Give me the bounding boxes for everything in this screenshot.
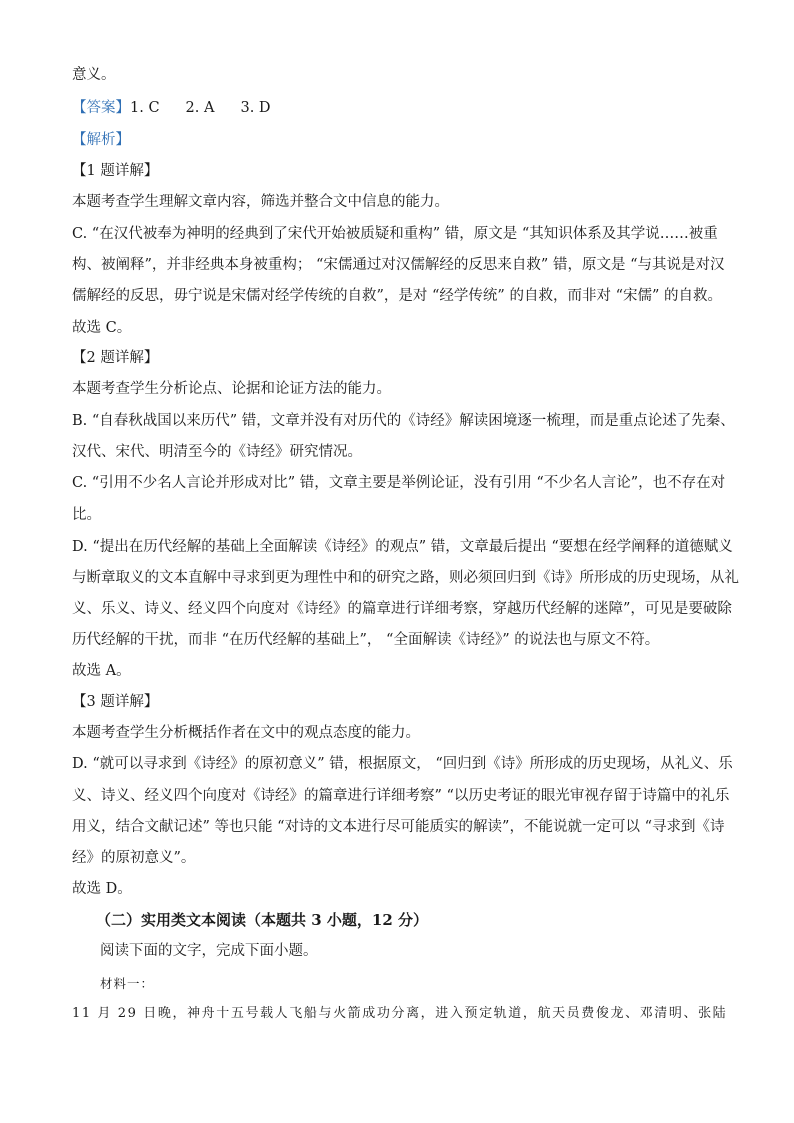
text-line: 经》的原初意义”。 xyxy=(72,850,196,866)
text-line: 本题考查学生理解文章内容，筛选并整合文中信息的能力。 xyxy=(72,194,449,210)
text-line: D. “就可以寻求到《诗经》的原初意义” 错，根据原文， “回归到《诗》所形成的历史现场，从礼义、乐 xyxy=(72,756,733,772)
text-line: 本题考查学生分析论点、论据和论证方法的能力。 xyxy=(72,381,391,397)
text-line: 本题考查学生分析概括作者在文中的观点态度的能力。 xyxy=(72,725,420,741)
text-line: 义、乐义、诗义、经义四个向度对《诗经》的篇章进行详细考察，穿越历代经解的迷障”，可见是要破除 xyxy=(72,601,732,617)
text-line: 比。 xyxy=(72,507,101,523)
instruction-line: 阅读下面的文字，完成下面小题。 xyxy=(100,943,318,959)
answer-item: 3. D xyxy=(240,100,271,116)
answer-label: 【答案】 xyxy=(72,100,130,116)
text-line: D. “提出在历代经解的基础上全面解读《诗经》的观点” 错，文章最后提出 “要想在经学阐释的道德赋义 xyxy=(72,539,733,555)
part-heading: （二）实用类文本阅读（本题共 3 小题，12 分） xyxy=(96,911,428,929)
text-line: 历代经解的干扰，而非 “在历代经解的基础上”， “全面解读《诗经》” 的说法也与原文不符。 xyxy=(72,632,660,648)
answer-item: 1. C xyxy=(130,100,160,116)
text-line: 用义，结合文献记述” 等也只能 “对诗的文本进行尽可能质实的解读”，不能说就一定可以 “寻求到《诗 xyxy=(72,819,725,835)
answer-item: 2. A xyxy=(185,100,215,116)
material-label: 材料一： xyxy=(100,976,155,991)
text-line: 故选 D。 xyxy=(72,881,132,897)
text-line: 汉代、宋代、明清至今的《诗经》研究情况。 xyxy=(72,444,362,460)
text-line: 儒解经的反思，毋宁说是宋儒对经学传统的自救”，是对 “经学传统” 的自救，而非对 “宋儒” 的自救。 xyxy=(72,288,722,304)
text-line: C. “在汉代被奉为神明的经典到了宋代开始被质疑和重构” 错，原文是 “其知识体系及其学说……被重 xyxy=(72,226,718,242)
material-text-line: 11 月 29 日晚，神舟十五号载人飞船与火箭成功分离，进入预定轨道，航天员费俊龙、邓清明、张陆 xyxy=(72,1006,728,1021)
text-line: 构、被阐释”，并非经典本身被重构； “宋儒通过对汉儒解经的反思来自救” 错，原文是 “与其说是对汉 xyxy=(72,257,725,273)
section-heading: 【3 题详解】 xyxy=(72,694,159,710)
text-line: B. “自春秋战国以来历代” 错，文章并没有对历代的《诗经》解读困境逐一梳理，而是重点论述了先秦、 xyxy=(72,413,735,429)
text-line: 意义。 xyxy=(72,67,116,83)
section-heading: 【1 题详解】 xyxy=(72,163,159,179)
text-line: 故选 C。 xyxy=(72,320,132,336)
text-line: 义、诗义、经义四个向度对《诗经》的篇章进行详细考察” “以历史考证的眼光审视存留于诗篇中的礼乐 xyxy=(72,788,730,804)
text-line: 与断章取义的文本直解中寻求到更为理性中和的研究之路，则必须回归到《诗》所形成的历史现场，从礼 xyxy=(72,570,739,586)
section-heading: 【2 题详解】 xyxy=(72,350,159,366)
analysis-label: 【解析】 xyxy=(72,132,130,148)
text-line: 故选 A。 xyxy=(72,663,131,679)
answer-line xyxy=(72,98,722,118)
text-line: C. “引用不少名人言论并形成对比” 错，文章主要是举例论证，没有引用 “不少名人言论”，也不存在对 xyxy=(72,475,726,491)
